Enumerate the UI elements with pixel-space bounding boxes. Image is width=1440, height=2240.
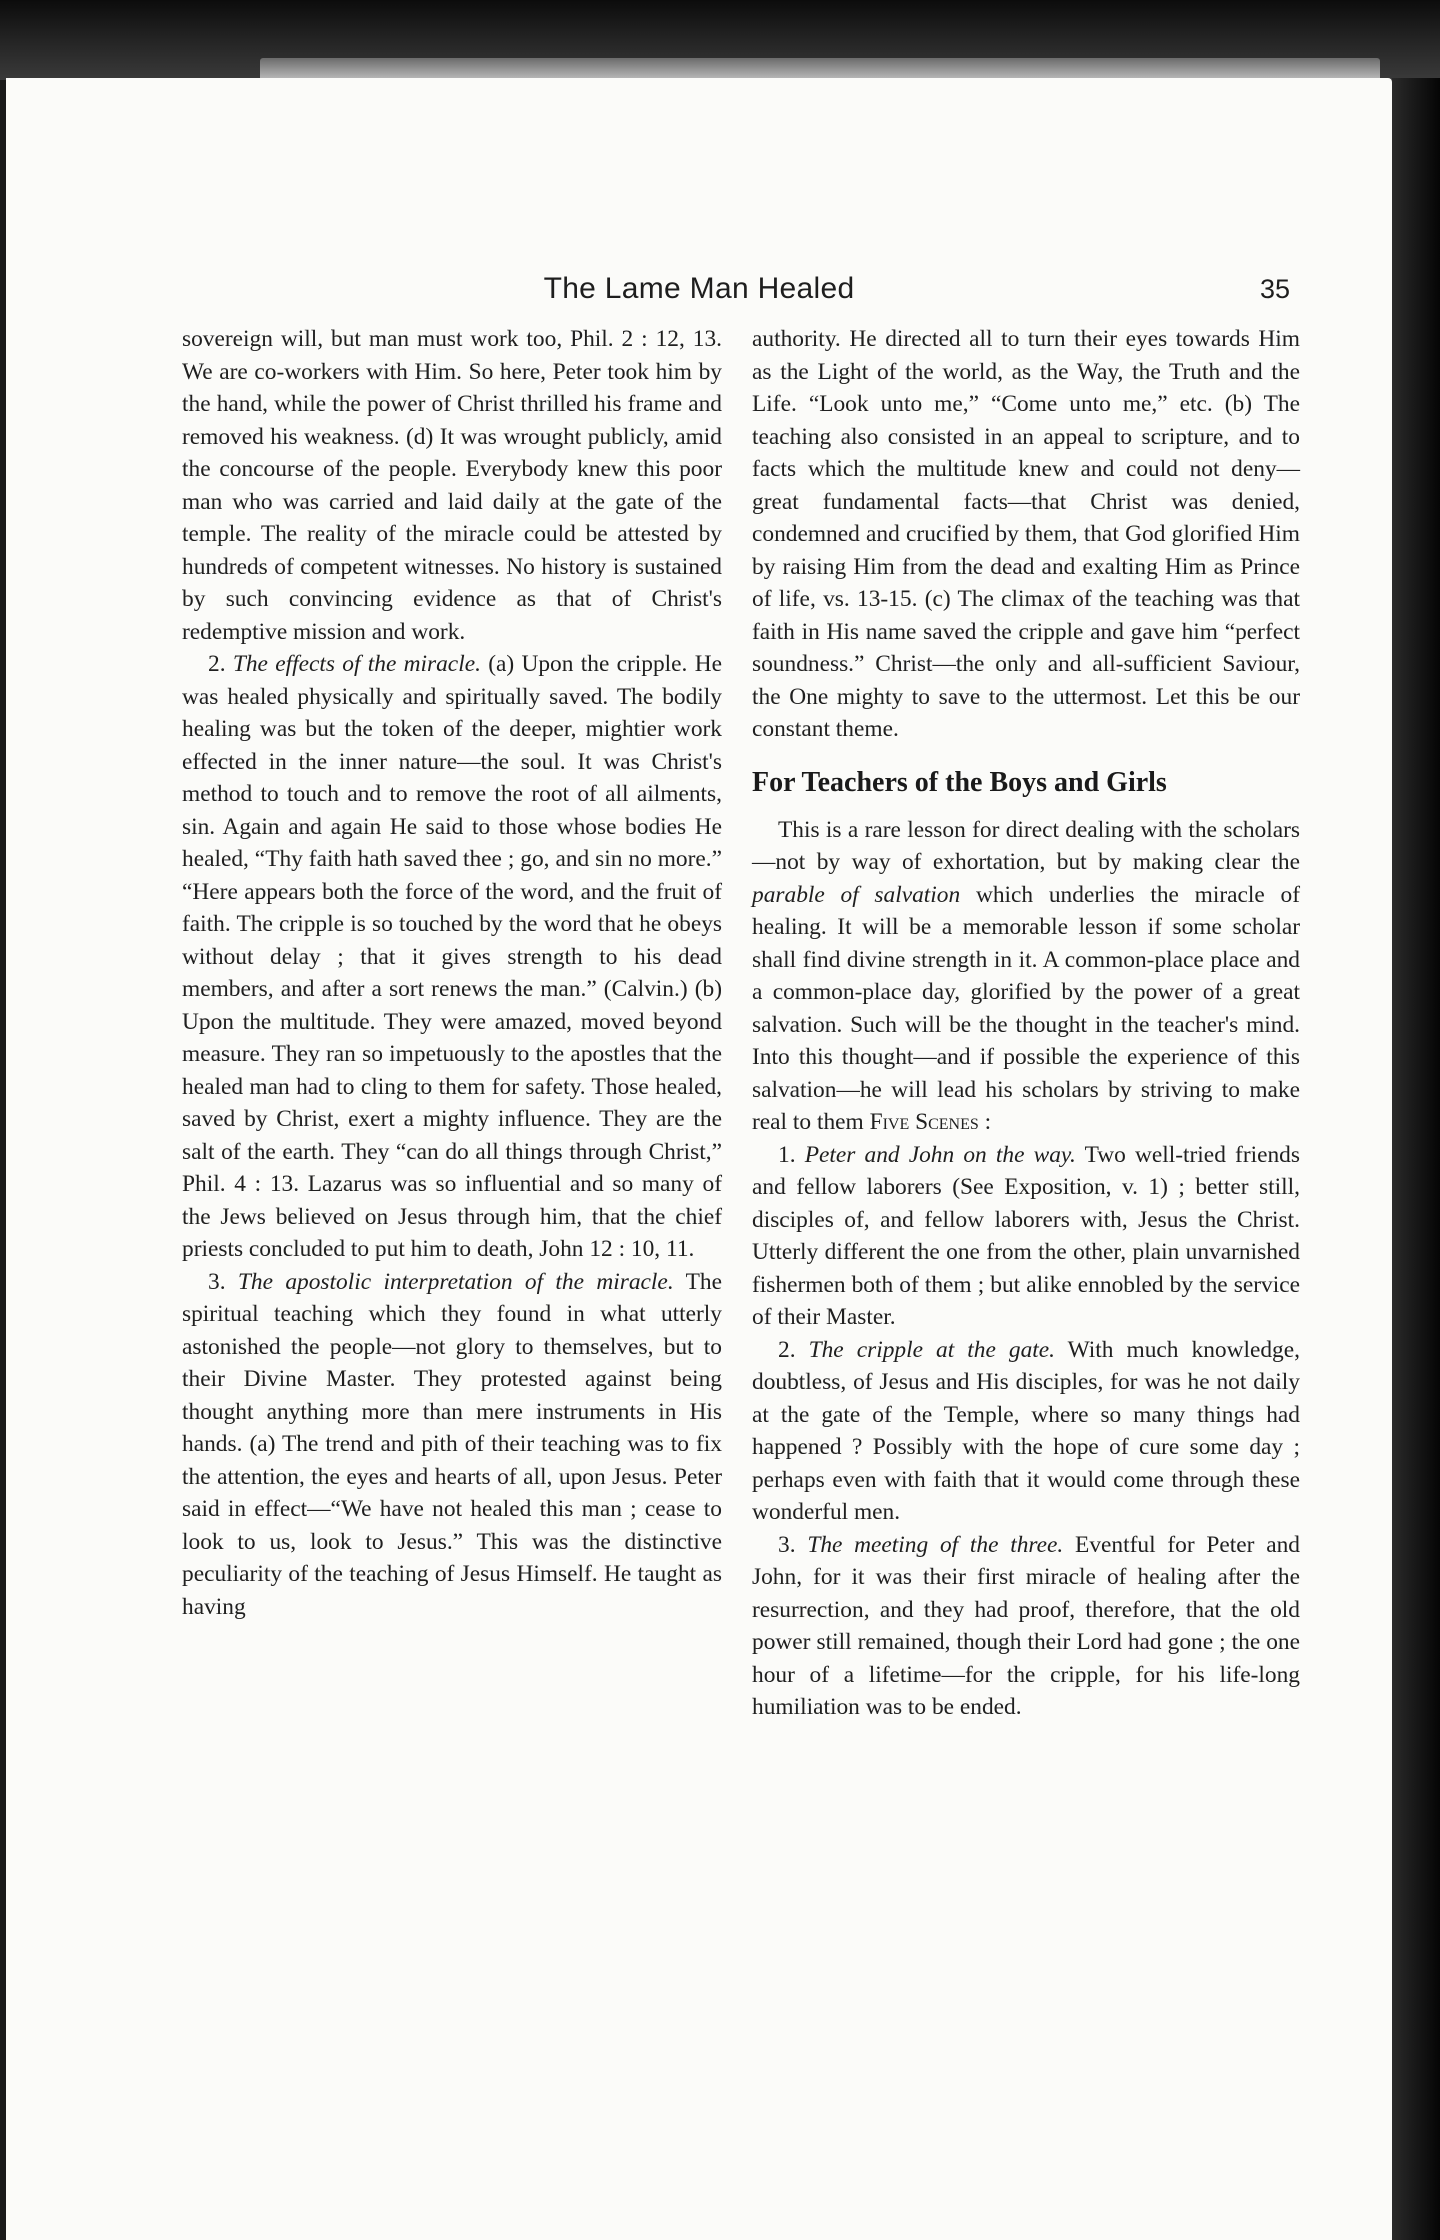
book-page: [6, 78, 1392, 2240]
section-heading: For Teachers of the Boys and Girls: [752, 766, 1167, 798]
list-item-title: The apostolic interpretation of the miracle.: [237, 1268, 674, 1295]
list-item-text: Eventful for Peter and John, for it was their first miracle of healing after the resurrection, and they had proof, therefore, that the old power still remained, though their Lord had gone ; the one hour of a lifetime—for the cripple, for his life-long humiliation was to be ended.: [752, 1531, 1300, 1720]
page-number: 35: [1260, 274, 1291, 304]
list-number: 2.: [208, 651, 226, 677]
running-title: The Lame Man Healed: [543, 272, 855, 305]
left-paragraph-3: [182, 1266, 722, 1624]
list-item-text: (a) Upon the cripple. He was healed physically and spiritually saved. The bodily healing was but the token of the deeper, mightier work effected in the inner nature—the soul. It was Christ's method to touch and to remove the root of all ailments, sin. Again and again He said to those whose bodies He healed, “Thy faith hath saved thee ; go, and sin no more.” “Here appears both the force of the word, and the fruit of faith. The cripple is so touched by the word that he obeys without delay ; that it gives strength to his dead members, and after a sort renews the man.” (Calvin.) (b) Upon the multitude. They were amazed, moved beyond measure. They ran so impetuously to the apostles that the healed man had to cling to them for safety. Those healed, saved by Christ, exert a mighty influence. They are the salt of the earth. They “can do all things through Christ,” Phil. 4 : 13. Lazarus was so influential and so many of the Jews believed on Jesus through him, that the chief priests concluded to put him to death, John 12 : 10, 11.: [182, 651, 722, 1262]
scene-paragraph-2: [752, 1334, 1300, 1529]
emphasis-text: parable of salvation: [752, 881, 961, 908]
scan-right-shadow: [1392, 78, 1440, 2240]
right-paragraph-1: authority. He directed all to turn their eyes towards Him as the Light of the world, as the Way, the Truth and the Life. “Look unto me,” “Come unto me,” etc. (b) The teaching also consisted in an appeal to scripture, and to facts which the multitude knew and could not deny—great fundamental facts—that Christ was denied, condemned and crucified by them, that God glorified Him by raising Him from the dead and exalting Him as Prince of life, vs. 13-15. (c) The climax of the teaching was that faith in His name saved the cripple and gave him “perfect soundness.” Christ—the only and all-sufficient Saviour, the One mighty to save to the uttermost. Let this be our constant theme.: [752, 326, 1300, 742]
scene-paragraph-1: [752, 1139, 1300, 1334]
list-item-title: The cripple at the gate.: [808, 1336, 1055, 1363]
right-paragraph-2: [752, 814, 1300, 1139]
list-number: 3.: [778, 1531, 796, 1558]
left-column: [182, 323, 722, 1623]
scene-paragraph-3: [752, 1529, 1300, 1724]
page-edge: [260, 58, 1380, 78]
list-item-title: Peter and John on the way.: [804, 1141, 1076, 1168]
running-head: [6, 272, 1392, 306]
list-item-title: The meeting of the three.: [807, 1531, 1064, 1558]
list-number: 1.: [778, 1141, 796, 1168]
small-caps-text: Five Scenes: [869, 1109, 979, 1135]
list-item-text: With much knowledge, doubtless, of Jesus and His disciples, for was he not daily at the gate of the Temple, where so many things had happened ? Possibly with the hope of cure some day ; perhaps even with faith that it would come through these wonderful men.: [752, 1336, 1300, 1525]
left-paragraph-1: sovereign will, but man must work too, Phil. 2 : 12, 13. We are co-workers with Him. So here, Peter took him by the hand, while the power of Christ thrilled his frame and removed his weakness. (d) It was wrought publicly, amid the concourse of the people. Everybody knew this poor man who was carried and laid daily at the gate of the temple. The reality of the miracle could be attested by hundreds of competent witnesses. No history is sustained by such convincing evidence as that of Christ's redemptive mission and work.: [182, 326, 722, 645]
list-number: 2.: [778, 1336, 796, 1363]
left-paragraph-2: [182, 648, 722, 1266]
list-item-text: The spiritual teaching which they found in what utterly astonished the people—not glory to themselves, but to their Divine Master. They protested against being thought anything more than mere instruments in His hands. (a) The trend and pith of their teaching was to fix the attention, the eyes and hearts of all, upon Jesus. Peter said in effect—“We have not healed this man ; cease to look to us, look to Jesus.” This was the distinctive peculiarity of the teaching of Jesus Himself. He taught as having: [182, 1268, 722, 1620]
paragraph-text: :: [984, 1109, 992, 1135]
list-number: 3.: [208, 1268, 226, 1295]
right-column: [752, 323, 1300, 1724]
list-item-text: Two well-tried friends and fellow laborers (See Exposition, v. 1) ; better still, disciples of, and fellow laborers with, Jesus the Christ. Utterly different the one from the other, plain unvarnished fishermen both of them ; but alike ennobled by the service of their Master.: [752, 1141, 1300, 1330]
list-item-title: The effects of the miracle.: [232, 651, 481, 677]
paragraph-text: which underlies the miracle of healing. It will be a memorable lesson if some scholar shall find divine strength in it. A common-place place and a common-place day, glorified by the power of a great salvation. Such will be the thought in the teacher's mind. Into this thought—and if possible the experience of this salvation—he will lead his scholars by striving to make real to them: [752, 881, 1300, 1135]
paragraph-text: This is a rare lesson for direct dealing with the scholars—not by way of exhortation, but by making clear the: [752, 816, 1300, 875]
